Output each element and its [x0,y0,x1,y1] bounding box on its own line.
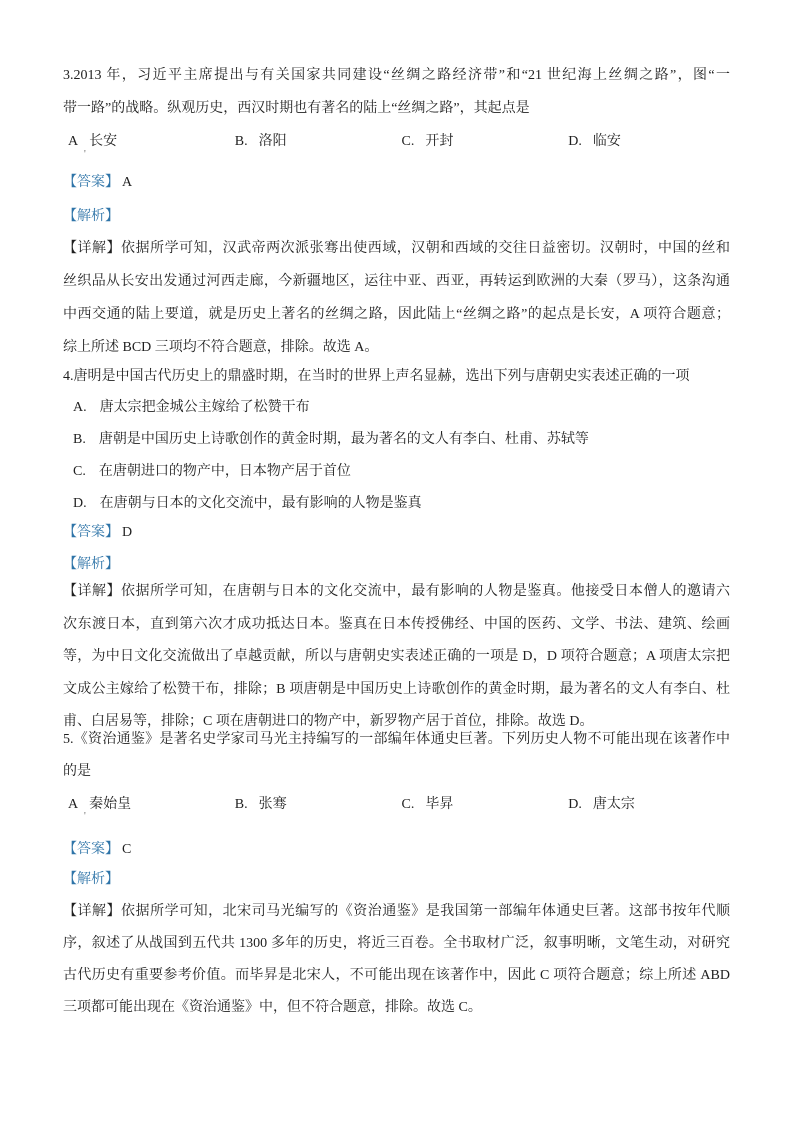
option-label: B. [234,134,248,149]
option-a [63,392,730,424]
option-label: C. [73,464,86,479]
option-label: B. [234,797,248,812]
option-text: 毕昇 [425,797,454,812]
option-label: A. [73,400,87,415]
option-d [563,125,730,158]
option-text: 秦始皇 [89,797,132,812]
analysis-marker: 【解析】 [63,557,119,572]
question-3-answer [63,166,730,199]
option-a [63,125,230,158]
detail-line: 综上所述 BCD 三项均不符合题意，排除。故选 A。 [63,340,379,355]
detail-line: 次东渡日本，直到第六次才成功抵达日本。鉴真在日本传授佛经、中国的医药、文学、书法、建筑、绘画 [63,616,730,632]
option-c [63,456,730,488]
option-label: D. [73,496,87,511]
detail-line: 甫、白居易等，排除；C 项在唐朝进口的物产中，新罗物产居于首位，排除。故选 D。 [63,714,594,729]
question-3-options [63,125,730,158]
answer-value: C [122,842,132,857]
question-5-analysis [63,863,730,896]
detail-line: 序，叙述了从战国到五代共 1300 多年的历史，将近三百卷。全书取材广泛，叙事明晰，文笔生动，对研究 [63,936,730,951]
option-text: 开封 [425,134,454,149]
option-text: 张骞 [258,797,287,812]
answer-value: D [122,525,133,540]
stem-line: 带一路”的战略。纵观历史，西汉时期也有著名的陆上“丝绸之路”，其起点是 [63,101,530,116]
option-a [63,788,230,821]
option-label: B. [73,432,86,447]
analysis-marker: 【解析】 [63,209,119,224]
answer-value: A [122,175,133,190]
detail-line: 三项都可能出现在《资治通鉴》中，但不符合题意，排除。故选 C。 [63,1000,482,1015]
option-label: A [68,797,79,812]
detail-line: 文成公主嫁给了松赞干布，排除；B 项唐朝是中国历史上诗歌创作的黄金时期，最为著名的文人有李白、杜 [63,681,730,697]
detail-line: 【详解】依据所学可知，北宋司马光编写的《资治通鉴》是我国第一部编年体通史巨著。这部书按年代顺 [63,904,730,919]
option-text: 唐太宗 [592,797,635,812]
detail-line: 【详解】依据所学可知，汉武帝两次派张骞出使西域，汉朝和西域的交往日益密切。汉朝时，中国的丝和 [63,241,730,256]
option-b [230,125,397,158]
stem-line: 4.唐明是中国古代历史上的鼎盛时期，在当时的世界上声名显赫，选出下列与唐朝史实表述正确的一项 [63,369,690,384]
analysis-marker: 【解析】 [63,872,119,887]
question-3-stem [63,59,730,125]
option-text: 在唐朝进口的物产中，日本物产居于首位 [98,464,351,479]
detail-line: 古代历史有重要参考价值。而毕昇是北宋人，不可能出现在该著作中，因此 C 项符合题意；综上所述 ABD [63,968,730,983]
stem-line: 3.2013 年，习近平主席提出与有关国家共同建设“丝绸之路经济带”和“21 世纪海上丝绸之路”，图“一 [63,68,730,83]
stem-line: 的是 [63,764,91,779]
option-text: 唐朝是中国历史上诗歌创作的黄金时期，最为著名的文人有李白、杜甫、苏轼等 [98,432,589,447]
question-4-stem [63,360,730,393]
stray-mark: ' [84,149,86,160]
answer-marker: 【答案】 [63,842,119,857]
detail-line: 等，为中日文化交流做出了卓越贡献，所以与唐朝史实表述正确的一项是 D，D 项符合题意；A 项唐太宗把 [63,649,730,664]
question-4-options [63,392,730,520]
stray-mark: ' [84,811,86,822]
answer-marker: 【答案】 [63,525,119,540]
question-5-detail [63,896,730,1024]
option-label: C. [401,797,415,812]
option-text: 在唐朝与日本的文化交流中，最有影响的人物是鉴真 [99,496,422,511]
question-3-detail [63,232,730,364]
option-text: 临安 [592,134,621,149]
option-b [63,424,730,456]
question-4-detail [63,576,730,739]
option-d [563,788,730,821]
question-3-analysis [63,200,730,233]
question-5-stem [63,724,730,788]
option-b [230,788,397,821]
question-5-answer [63,833,730,866]
option-label: D. [568,797,582,812]
question-4-answer [63,516,730,549]
stem-line: 5.《资治通鉴》是著名史学家司马光主持编写的一部编年体通史巨著。下列历史人物不可能出现在该著作中 [63,732,730,747]
detail-line: 丝织品从长安出发通过河西走廊，今新疆地区，运往中亚、西亚，再转运到欧洲的大秦（罗马），这条沟通 [63,274,730,289]
answer-marker: 【答案】 [63,175,119,190]
option-label: C. [401,134,415,149]
option-label: D. [568,134,582,149]
option-label: A [68,134,79,149]
option-c [397,788,564,821]
detail-line: 【详解】依据所学可知，在唐朝与日本的文化交流中，最有影响的人物是鉴真。他接受日本僧人的邀请六 [63,584,730,599]
detail-line: 中西交通的陆上要道，就是历史上著名的丝绸之路，因此陆上“丝绸之路”的起点是长安，A 项符合题意； [63,307,730,322]
question-5-options [63,788,730,821]
option-c [397,125,564,158]
option-text: 长安 [89,134,118,149]
option-text: 洛阳 [258,134,287,149]
option-text: 唐太宗把金城公主嫁给了松赞干布 [99,400,310,415]
